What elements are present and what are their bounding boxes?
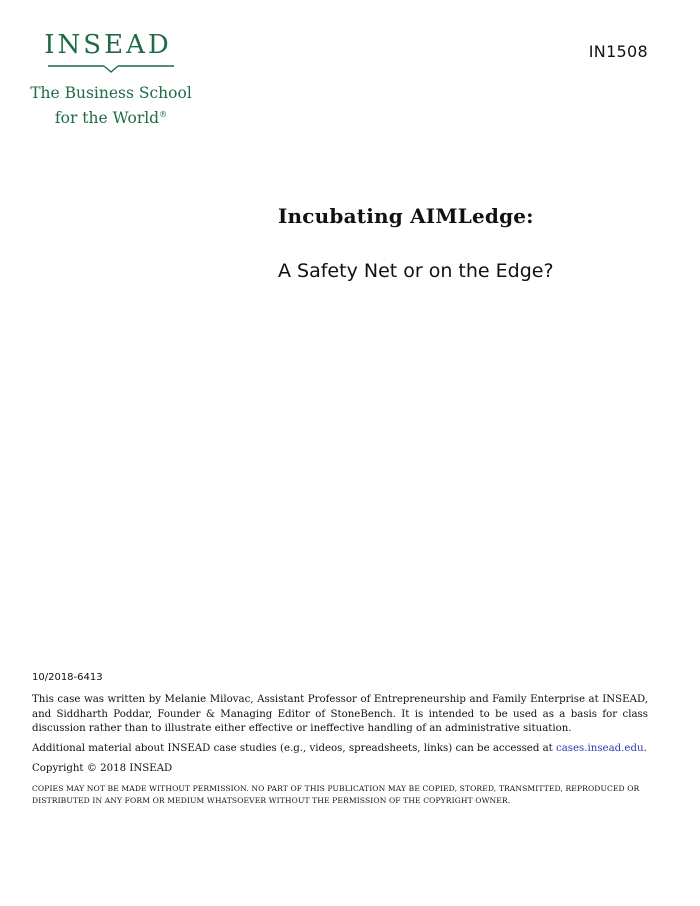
logo-tagline <box>24 82 198 129</box>
case-title: Incubating AIMLedge: <box>278 204 534 228</box>
additional-material-suffix: . <box>643 743 647 755</box>
logo-divider <box>48 64 174 74</box>
reference-number: 10/2018-6413 <box>32 672 103 683</box>
copy-permission-notice: COPIES MAY NOT BE MADE WITHOUT PERMISSION. NO PART OF THIS PUBLICATION MAY BE COPIED, STORED, TRANSMITTED, REPRODUCED OR DISTRIBUTED IN ANY FORM OR MEDIUM WHATSOEVER WITHOUT THE PERMISSION OF THE COPYRIGHT OWNER. <box>32 783 640 805</box>
additional-material-note <box>32 742 648 756</box>
case-subtitle: A Safety Net or on the Edge? <box>278 260 554 282</box>
copyright-line: Copyright © 2018 INSEAD <box>32 763 173 775</box>
cases-link[interactable]: cases.insead.edu <box>556 743 644 755</box>
case-number: IN1508 <box>588 42 648 61</box>
case-footer <box>32 671 648 807</box>
logo-wordmark: INSEAD <box>44 30 172 60</box>
logo-tagline-text: The Business School for the World <box>30 84 192 128</box>
registered-mark: ® <box>159 110 168 119</box>
additional-material-text: Additional material about INSEAD case studies (e.g., videos, spreadsheets, links) can be accessed at <box>32 743 556 755</box>
insead-logo <box>28 30 198 129</box>
authorship-note: This case was written by Melanie Milovac, Assistant Professor of Entrepreneurship and Family Enterprise at INSEAD, and Siddharth Poddar, Founder & Managing Editor of StoneBench. It is intended to be used as a basis for class discussion rather than to illustrate either effective or ineffective handling of an administrative situation. <box>32 694 648 734</box>
